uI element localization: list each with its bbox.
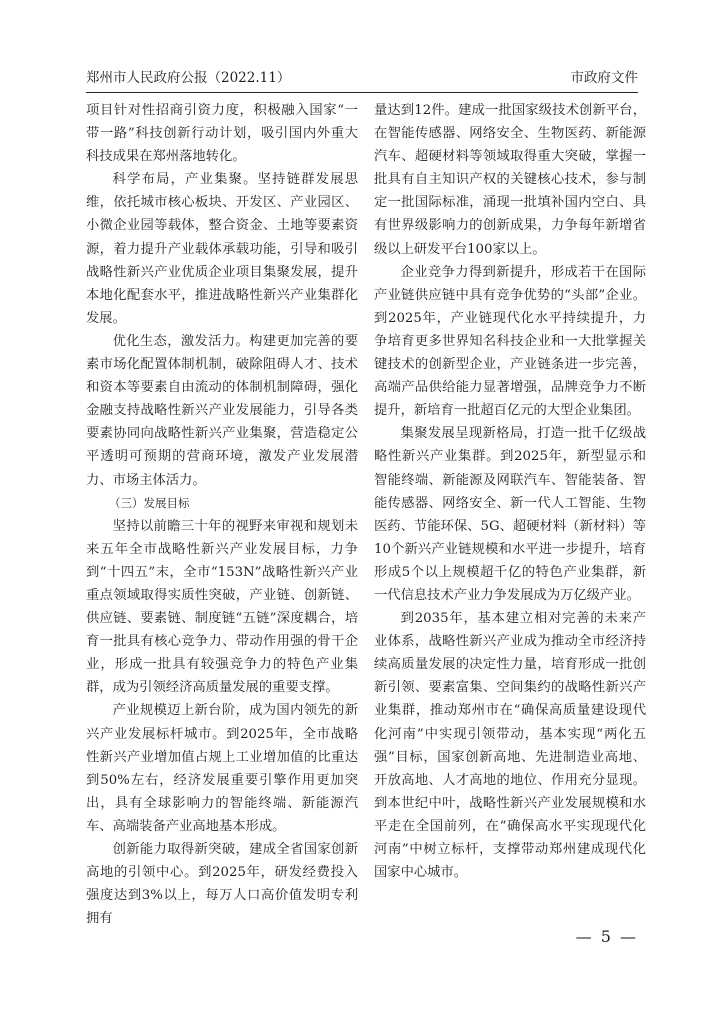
- paragraph: 企业竞争力得到新提升，形成若干在国际产业链供应链中具有竞争优势的“头部”企业。到2025年，产业链现代化水平持续提升，力争培育更多世界知名科技企业和一大批掌握关键技术的创新型企业，产业链条进一步完善，高端产品供给能力显著增强，品牌竞争力不断提升，新培育一批超百亿元的大型企业集团。: [374, 264, 646, 419]
- paragraph: 产业规模迈上新台阶，成为国内领先的新兴产业发展标杆城市。到2025年，全市战略性新兴产业增加值占规上工业增加值的比重达到50%左右，经济发展重要引擎作用更加突出，具有全球影响力的智能终端、新能源汽车、高端装备产业高地基本形成。: [86, 703, 358, 834]
- paragraph: 坚持以前瞻三十年的视野来审视和规划未来五年全市战略性新兴产业发展目标，力争到“十四五”末，全市“153N”战略性新兴产业重点领域取得实质性突破，产业链、创新链、供应链、要素链、制度链“五链”深度耦合，培育一批具有核心竞争力、带动作用强的骨干企业，形成一批具有较强竞争力的特色产业集群，成为引领经济高质量发展的重要支撑。: [86, 518, 358, 696]
- paragraph: 创新能力取得新突破，建成全省国家创新高地的引领中心。到2025年，研发经费投入强度达到3%以上，每万人口高价值发明专利拥有: [86, 842, 358, 927]
- left-column: [86, 99, 358, 930]
- paragraph: 优化生态，激发活力。构建更加完善的要素市场化配置体制机制，破除阻碍人才、技术和资本等要素自由流动的体制机制障碍，强化金融支持战略性新兴产业发展能力，引导各类要素协同向战略性新兴产业集聚，营造稳定公平透明可预期的营商环境，激发产业发展潜力、市场主体活力。: [86, 333, 358, 488]
- header-divider: [86, 92, 638, 93]
- paragraph: 量达到12件。建成一批国家级技术创新平台，在智能传感器、网络安全、生物医药、新能源汽车、超硬材料等领域取得重大突破，掌握一批具有自主知识产权的关键核心技术，参与制定一批国际标准，涌现一批填补国内空白、具有世界级影响力的创新成果，力争每年新增省级以上研发平台100家以上。: [374, 103, 646, 257]
- section-heading: （三）发展目标: [109, 495, 190, 510]
- page-header: [86, 66, 638, 88]
- right-column: [374, 99, 646, 884]
- header-section-name: 市政府文件: [570, 70, 638, 86]
- paragraph: 到2035年，基本建立相对完善的未来产业体系，战略性新兴产业成为推动全市经济持续高质量发展的决定性力量，培育形成一批创新引领、要素富集、空间集约的战略性新兴产业集群，推动郑州市在“确保高质量建设现代化河南”中实现引领带动，基本实现“两化五强”目标，国家创新高地、先进制造业高地、开放高地、人才高地的地位、作用充分显现。到本世纪中叶，战略性新兴产业发展规模和水平走在全国前列，在“确保高水平实现现代化河南”中树立标杆，支撑带动郑州建成现代化国家中心城市。: [374, 611, 646, 881]
- paragraph: 科学布局，产业集聚。坚持链群发展思维，依托城市核心板块、开发区、产业园区、小微企业园等载体，整合资金、土地等要素资源，着力提升产业载体承载功能，引导和吸引战略性新兴产业优质企业项目集聚发展，提升本地化配套水平，推进战略性新兴产业集群化发展。: [86, 172, 358, 326]
- header-publication-title: 郑州市人民政府公报（2022.11）: [86, 70, 291, 86]
- paragraph: 项目针对性招商引资力度，积极融入国家“一带一路”科技创新行动计划，吸引国内外重大科技成果在郑州落地转化。: [86, 103, 358, 165]
- page-number: — 5 —: [575, 927, 638, 946]
- paragraph: 集聚发展呈现新格局，打造一批千亿级战略性新兴产业集群。到2025年，新型显示和智能终端、新能源及网联汽车、智能装备、智能传感器、网络安全、新一代人工智能、生物医药、节能环保、5G、超硬材料（新材料）等10个新兴产业链规模和水平进一步提升，培育形成5个以上规模超千亿的特色产业集群，新一代信息技术产业力争发展成为万亿级产业。: [374, 426, 646, 603]
